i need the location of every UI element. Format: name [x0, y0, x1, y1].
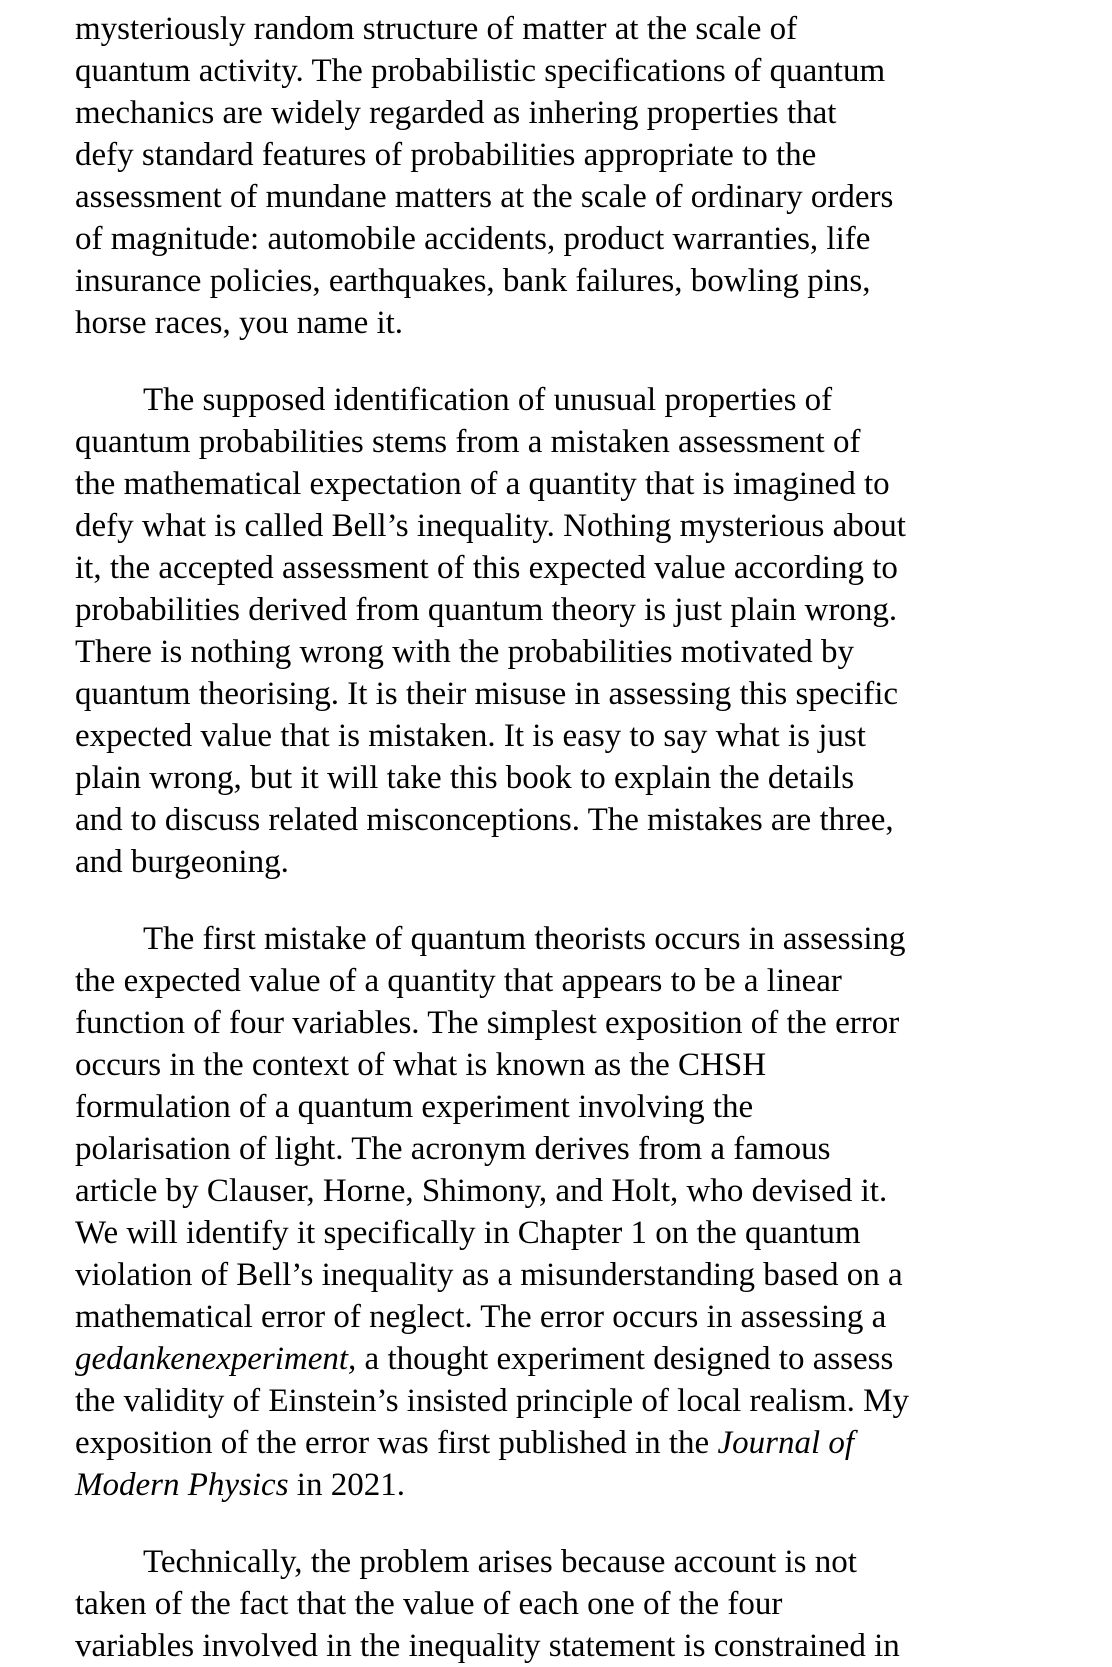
text-segment: article by Clauser, Horne, Shimony, and Holt, who devised it. [75, 1173, 888, 1209]
italic-text: gedankenexperiment, [75, 1341, 357, 1377]
text-line [75, 1212, 1082, 1254]
text-line [75, 505, 1082, 547]
text-line [75, 918, 1082, 960]
text-segment: it, the accepted assessment of this expected value according to [75, 550, 898, 586]
text-line [75, 631, 1082, 673]
text-segment: in 2021. [288, 1467, 405, 1503]
text-line [75, 757, 1082, 799]
text-segment: quantum theorising. It is their misuse in assessing this specific [75, 676, 899, 712]
text-segment: The supposed identification of unusual properties of [143, 382, 833, 418]
text-segment: mathematical error of neglect. The error occurs in assessing a [75, 1299, 887, 1335]
text-line [75, 799, 1082, 841]
text-segment: defy what is called Bell’s inequality. Nothing mysterious about [75, 508, 906, 544]
text-line [75, 92, 1082, 134]
text-line [75, 1254, 1082, 1296]
text-line [75, 176, 1082, 218]
text-line [75, 421, 1082, 463]
text-line [75, 1422, 1082, 1464]
text-line [75, 50, 1082, 92]
text-segment: of magnitude: automobile accidents, product warranties, life [75, 221, 871, 257]
text-segment: We will identify it specifically in Chapter 1 on the quantum [75, 1215, 861, 1251]
text-segment: the mathematical expectation of a quantity that is imagined to [75, 466, 890, 502]
text-line [75, 1086, 1082, 1128]
text-segment: quantum probabilities stems from a mistaken assessment of [75, 424, 861, 460]
text-segment: formulation of a quantum experiment involving the [75, 1089, 754, 1125]
text-segment: violation of Bell’s inequality as a misunderstanding based on a [75, 1257, 903, 1293]
text-line [75, 589, 1082, 631]
text-line [75, 134, 1082, 176]
text-segment: horse races, you name it. [75, 305, 404, 341]
text-line [75, 547, 1082, 589]
text-segment: taken of the fact that the value of each one of the four [75, 1586, 783, 1622]
text-line [75, 260, 1082, 302]
text-segment: exposition of the error was first published in the [75, 1425, 718, 1461]
text-line [75, 715, 1082, 757]
text-line [75, 1296, 1082, 1338]
text-segment: assessment of mundane matters at the scale of ordinary orders [75, 179, 894, 215]
text-line [75, 379, 1082, 421]
text-segment: and burgeoning. [75, 844, 289, 880]
italic-text: Modern Physics [75, 1467, 289, 1503]
text-line [75, 1044, 1082, 1086]
text-segment: mysteriously random structure of matter at the scale of [75, 11, 798, 47]
text-line [75, 8, 1082, 50]
text-line [75, 1541, 1082, 1583]
text-segment: occurs in the context of what is known as the CHSH [75, 1047, 767, 1083]
paragraph [75, 8, 1082, 344]
text-segment: the expected value of a quantity that appears to be a linear [75, 963, 842, 999]
text-segment: and to discuss related misconceptions. The mistakes are three, [75, 802, 894, 838]
text-line [75, 1170, 1082, 1212]
italic-text: Journal of [717, 1425, 855, 1461]
text-segment: function of four variables. The simplest exposition of the error [75, 1005, 900, 1041]
text-line [75, 960, 1082, 1002]
text-segment: expected value that is mistaken. It is easy to say what is just [75, 718, 866, 754]
text-line [75, 1338, 1082, 1380]
text-segment: quantum activity. The probabilistic specifications of quantum [75, 53, 886, 89]
text-segment: defy standard features of probabilities appropriate to the [75, 137, 817, 173]
text-line [75, 1583, 1082, 1625]
text-line [75, 1464, 1082, 1506]
text-line [75, 841, 1082, 883]
text-line [75, 302, 1082, 344]
text-segment: probabilities derived from quantum theory is just plain wrong. [75, 592, 898, 628]
text-segment: polarisation of light. The acronym derives from a famous [75, 1131, 831, 1167]
text-segment: mechanics are widely regarded as inhering properties that [75, 95, 837, 131]
text-line [75, 1380, 1082, 1422]
text-segment: There is nothing wrong with the probabilities motivated by [75, 634, 855, 670]
text-segment: variables involved in the inequality statement is constrained in [75, 1628, 900, 1664]
text-segment: The first mistake of quantum theorists occurs in assessing [143, 921, 906, 957]
text-line [75, 1002, 1082, 1044]
text-line [75, 463, 1082, 505]
text-segment: insurance policies, earthquakes, bank failures, bowling pins, [75, 263, 871, 299]
text-line [75, 1128, 1082, 1170]
text-segment: plain wrong, but it will take this book to explain the details [75, 760, 855, 796]
paragraph [75, 379, 1082, 883]
paragraph [75, 1541, 1082, 1667]
text-segment: a thought experiment designed to assess [356, 1341, 894, 1377]
paragraph [75, 918, 1082, 1506]
text-line [75, 1625, 1082, 1667]
text-segment: Technically, the problem arises because account is not [143, 1544, 857, 1580]
text-line [75, 673, 1082, 715]
text-segment: the validity of Einstein’s insisted principle of local realism. My [75, 1383, 910, 1419]
text-line [75, 218, 1082, 260]
